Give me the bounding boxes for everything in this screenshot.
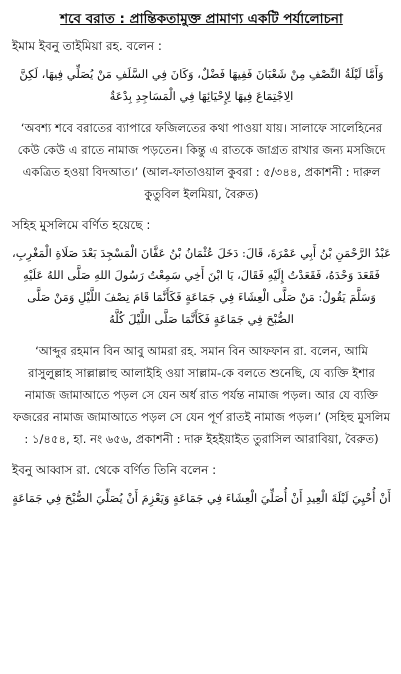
section-1-translation: ‘অবশ্য শবে বরাতের ব্যাপারে ফজিলতের কথা পাওয়া যায়। সালাফে সালেহিনের কেউ কেউ এ রাতে নামাজ পড়তেন। কিন্তু এ রাতকে জাগ্রত রাখার জন্য মসজিদে একত্রিত হওয়া বিদআত।’ (আল-ফাতাওয়াল কুবরা : ৫/৩৪৪, প্রকাশনী : দারুল কুতুবিল ইলমিয়া, বৈরুত) bbox=[17, 121, 386, 201]
section-2-arabic-text: عَبْدُ الرَّحْمَنِ بْنُ أَبِي عَمْرَةَ، قَالَ: دَخَلَ عُثْمَانُ بْنُ عَفَّانَ الْمَسْجِدَ بَعْدَ صَلَاةِ الْمَغْرِبِ، فَقَعَدَ وَحْدَهُ، فَقَعَدْتُ إِلَيْهِ فَقَالَ، يَا ابْنَ أَخِي سَمِعْتُ رَسُولَ اللهِ صَلَّى اللهُ عَلَيْهِ وَسَلَّمَ يَقُولُ: مَنْ صَلَّى الْعِشَاءَ فِي جَمَاعَةٍ فَكَأَنَّمَا قَامَ نِصْفَ اللَّيْلِ وَمَنْ صَلَّى الصُّبْحَ فِي جَمَاعَةٍ فَكَأَنَّمَا صَلَّى اللَّيْلَ كُلَّهُ bbox=[12, 246, 391, 326]
section-1-arabic-text: وَأَمَّا لَيْلَةُ النِّصْفِ مِنْ شَعْبَانَ فَفِيهَا فَضْلٌ، وَكَانَ فِي السَّلَفِ مَنْ يُصَلِّي فِيهَا، لَكِنَّ الِاجْتِمَاعَ فِيهَا لِإِحْيَائِهَا فِي الْمَسَاجِدِ بِدْعَةٌ bbox=[19, 67, 384, 103]
section-3-heading: ইবনু আব্বাস রা. থেকে বর্ণিত তিনি বলেন : bbox=[12, 463, 217, 477]
document-title: শবে বরাত : প্রান্তিকতামুক্ত প্রামাণ্য একটি পর্যালোচনা bbox=[60, 11, 343, 27]
section-2-heading: সহিহ মুসলিমে বর্ণিত হয়েছে : bbox=[12, 218, 151, 232]
section-3-arabic-text: أَنْ أُحْيِيَ لَيْلَةَ الْعِيدِ أَنْ أُصَلِّيَ الْعِشَاءَ فِي جَمَاعَةٍ وَيَعْزِمَ أَنْ يُصَلِّيَ الصُّبْحَ فِي جَمَاعَةٍ bbox=[12, 491, 391, 505]
section-1-heading: ইমাম ইবনু তাইমিয়া রহ. বলেন : bbox=[12, 39, 162, 53]
section-2-translation: ‘আব্দুর রহমান বিন আবু আমরা রহ. সমান বিন আফফান রা. বলেন, আমি রাসুলুল্লাহ সাল্লাল্লাহু আলাইহি ওয়া সাল্লাম-কে বলতে শুনেছি, যে ব্যক্তি ইশার নামাজ জামাআতে পড়ল সে যেন অর্ধ রাত পর্যন্ত নামাজ পড়ল। আর যে ব্যক্তি ফজরের নামাজ জামাআতে পড়ল সে যেন পূর্ণ রাতই নামাজ পড়ল।’ (সহিহু মুসলিম : ১/৪৫৪, হা. নং ৬৫৬, প্রকাশনী : দারু ইহইয়াইত তুরাসিল আরাবিয়া, বৈরুত) bbox=[12, 344, 391, 446]
